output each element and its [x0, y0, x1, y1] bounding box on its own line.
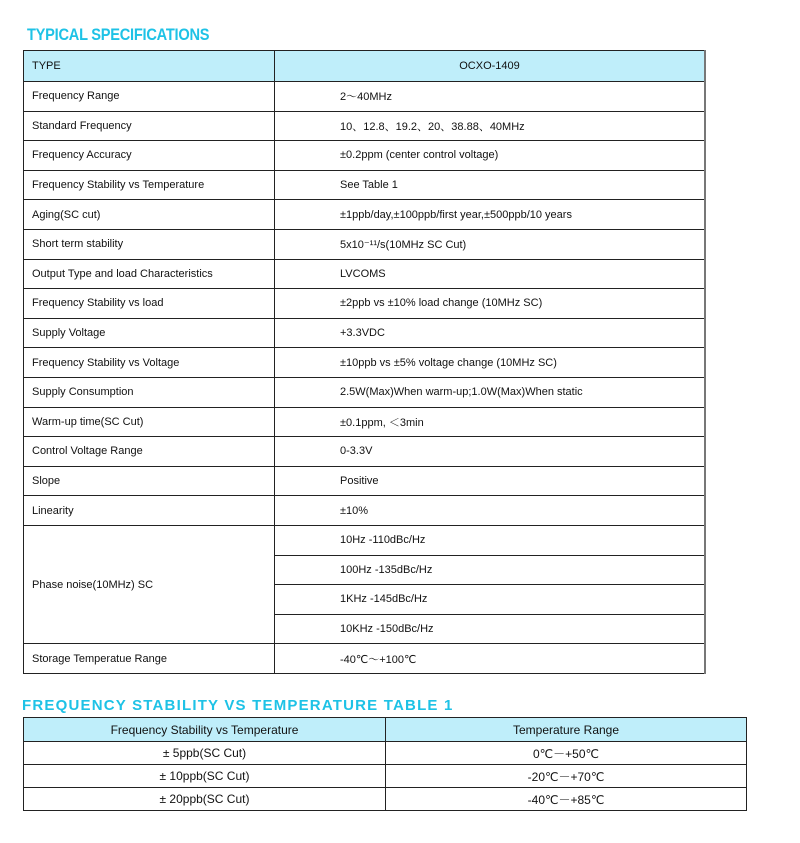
row-label: Control Voltage Range: [24, 437, 275, 467]
type-value: OCXO-1409: [275, 51, 706, 82]
table-row: [24, 742, 747, 765]
row-label: Slope: [24, 466, 275, 496]
row-value: LVCOMS: [275, 259, 706, 289]
table-row: [24, 141, 706, 171]
stability-table: [23, 717, 747, 811]
row-value: ±10ppb vs ±5% voltage change (10MHz SC): [275, 348, 706, 378]
stability-cell: ± 20ppb(SC Cut): [24, 788, 386, 811]
table-row: [24, 82, 706, 112]
phase-noise-value: 10Hz -110dBc/Hz: [275, 525, 706, 555]
phase-noise-row: [24, 525, 706, 555]
table-row: [24, 259, 706, 289]
row-label: Frequency Range: [24, 82, 275, 112]
row-value: ±0.2ppm (center control voltage): [275, 141, 706, 171]
spec-header-row: [24, 51, 706, 82]
row-label: Aging(SC cut): [24, 200, 275, 230]
table-row: [24, 496, 706, 526]
table-row: [24, 466, 706, 496]
spec-table: [23, 50, 706, 674]
table-row: [24, 200, 706, 230]
stability-cell: ± 5ppb(SC Cut): [24, 742, 386, 765]
range-cell: -40℃－+85℃: [386, 788, 747, 811]
row-value: ±2ppb vs ±10% load change (10MHz SC): [275, 289, 706, 319]
stability-title: FREQUENCY STABILITY VS TEMPERATURE TABLE 1: [22, 697, 454, 714]
row-value: 10、12.8、19.2、20、38.88、40MHz: [275, 111, 706, 141]
table-row: [24, 765, 747, 788]
row-value: ±0.1ppm, ＜3min: [275, 407, 706, 437]
row-value: -40℃～+100℃: [275, 644, 706, 674]
row-value: 5x10⁻¹¹/s(10MHz SC Cut): [275, 229, 706, 259]
row-label: Frequency Accuracy: [24, 141, 275, 171]
row-value: 2.5W(Max)When warm-up;1.0W(Max)When static: [275, 377, 706, 407]
row-value: +3.3VDC: [275, 318, 706, 348]
row-label: Frequency Stability vs Temperature: [24, 170, 275, 200]
column-header: Temperature Range: [386, 718, 747, 742]
phase-noise-label: Phase noise(10MHz) SC: [24, 525, 275, 643]
row-value: Positive: [275, 466, 706, 496]
table-row: [24, 377, 706, 407]
row-value: 2～40MHz: [275, 82, 706, 112]
stability-header-row: [24, 718, 747, 742]
phase-noise-value: 1KHz -145dBc/Hz: [275, 585, 706, 615]
phase-noise-value: 10KHz -150dBc/Hz: [275, 614, 706, 644]
row-value: ±1ppb/day,±100ppb/first year,±500ppb/10 years: [275, 200, 706, 230]
row-value: 0-3.3V: [275, 437, 706, 467]
phase-noise-value: 100Hz -135dBc/Hz: [275, 555, 706, 585]
row-value: See Table 1: [275, 170, 706, 200]
row-label: Warm-up time(SC Cut): [24, 407, 275, 437]
table-row: [24, 229, 706, 259]
row-label: Standard Frequency: [24, 111, 275, 141]
row-label: Frequency Stability vs Voltage: [24, 348, 275, 378]
row-label: Short term stability: [24, 229, 275, 259]
table-row: [24, 437, 706, 467]
table-row: [24, 644, 706, 674]
table-row: [24, 788, 747, 811]
row-label: Frequency Stability vs load: [24, 289, 275, 319]
type-label: TYPE: [24, 51, 275, 82]
table-row: [24, 111, 706, 141]
table-row: [24, 170, 706, 200]
row-label: Linearity: [24, 496, 275, 526]
column-header: Frequency Stability vs Temperature: [24, 718, 386, 742]
row-label: Storage Temperatue Range: [24, 644, 275, 674]
table-row: [24, 318, 706, 348]
row-label: Supply Consumption: [24, 377, 275, 407]
range-cell: 0℃－+50℃: [386, 742, 747, 765]
range-cell: -20℃－+70℃: [386, 765, 747, 788]
table-row: [24, 348, 706, 378]
spec-title: TYPICAL SPECIFICATIONS: [27, 25, 210, 44]
table-row: [24, 407, 706, 437]
table-row: [24, 289, 706, 319]
stability-cell: ± 10ppb(SC Cut): [24, 765, 386, 788]
row-value: ±10%: [275, 496, 706, 526]
row-label: Output Type and load Characteristics: [24, 259, 275, 289]
row-label: Supply Voltage: [24, 318, 275, 348]
